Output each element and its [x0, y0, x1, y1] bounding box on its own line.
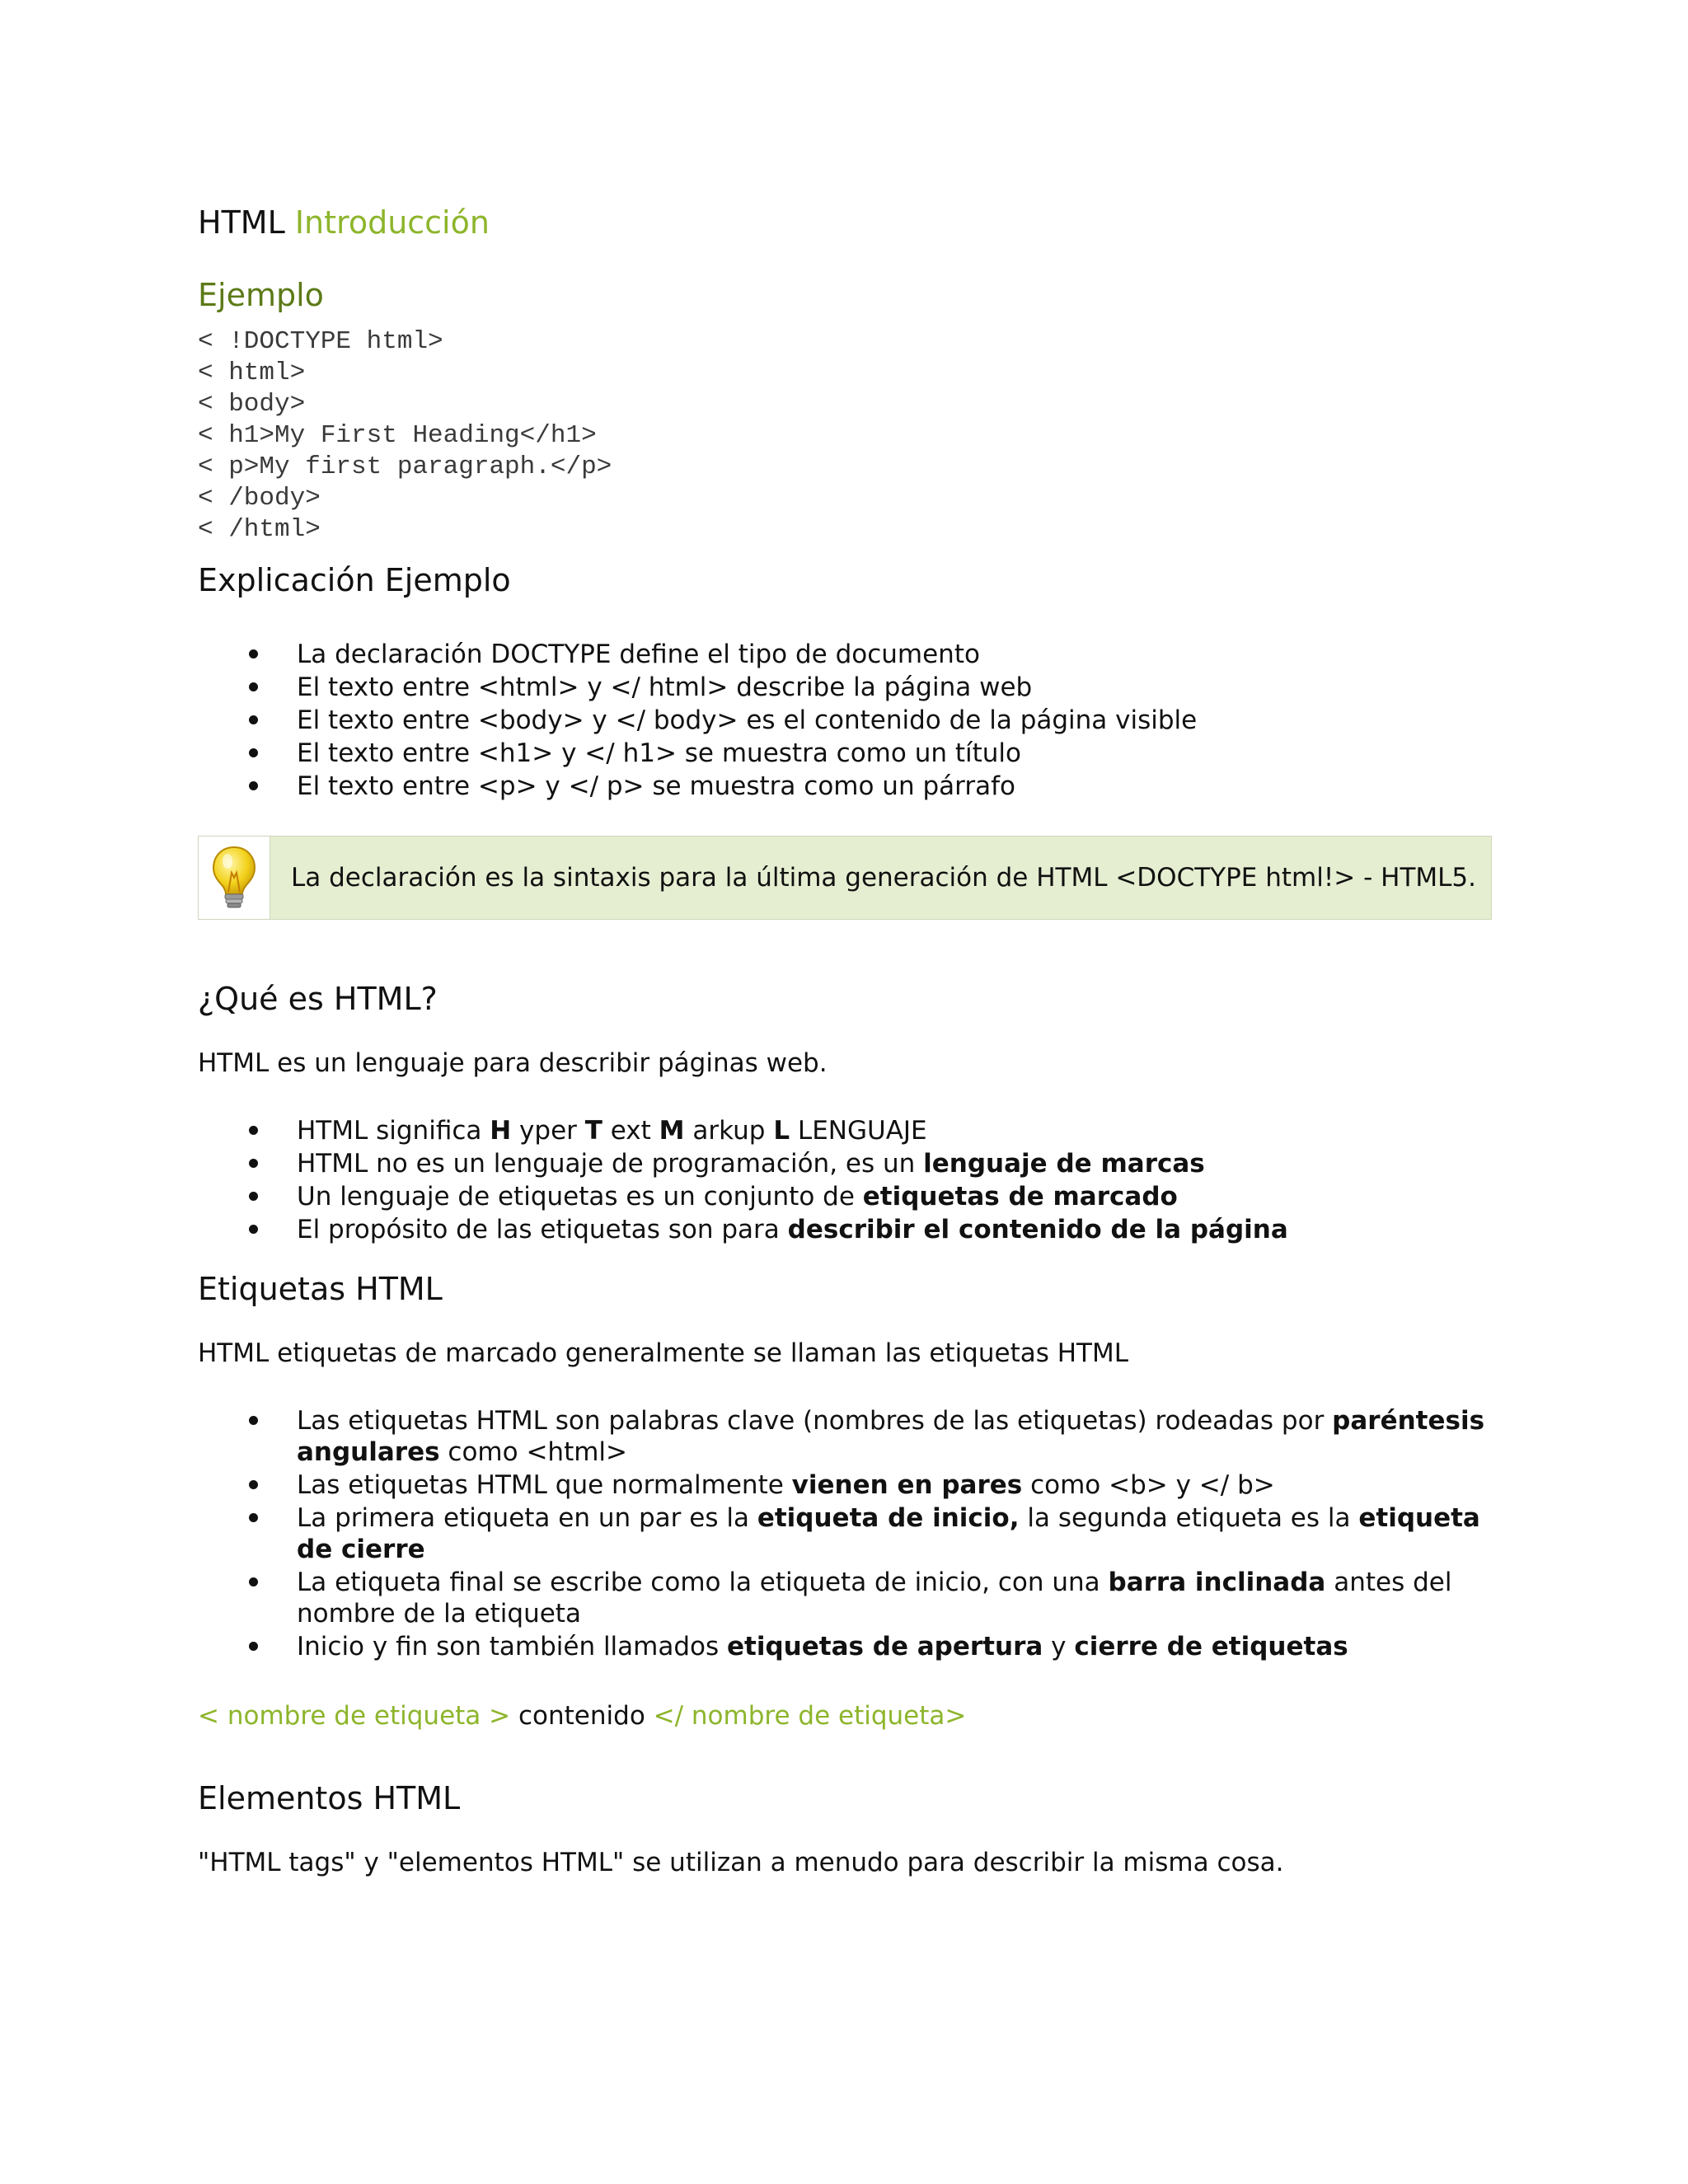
tag-syntax-open: < nombre de etiqueta > [198, 1701, 511, 1731]
tags-heading: Etiquetas HTML [198, 1271, 443, 1307]
tip-note [198, 836, 1492, 920]
list-item: El texto entre <h1> y </ h1> se muestra como un título [297, 737, 1492, 770]
document-content [198, 198, 1492, 1879]
tag-syntax-example [198, 1699, 1492, 1732]
explanation-list [198, 638, 1492, 803]
tip-text: La declaración es la sintaxis para la última generación de HTML <DOCTYPE html!> - HTML5. [291, 863, 1476, 893]
bullet-icon [249, 1480, 258, 1489]
what-is-list [198, 1114, 1492, 1246]
code-line: < !DOCTYPE html> [198, 327, 443, 356]
bullet-icon [249, 781, 258, 790]
lightbulb-icon [210, 845, 258, 911]
elements-heading: Elementos HTML [198, 1780, 461, 1816]
bullet-icon [249, 1642, 258, 1651]
code-line: < body> [198, 390, 306, 419]
bullet-icon [249, 1126, 258, 1135]
list-item: Inicio y fin son también llamados etiquetas de apertura y cierre de etiquetas [297, 1630, 1492, 1663]
list-item: El texto entre <body> y </ body> es el contenido de la página visible [297, 704, 1492, 737]
code-line: < /html> [198, 515, 321, 544]
page-title [198, 198, 1492, 247]
list-item: Las etiquetas HTML que normalmente vienen en pares como <b> y </ b> [297, 1469, 1492, 1502]
code-line: < /body> [198, 484, 321, 513]
list-item: Las etiquetas HTML son palabras clave (nombres de las etiquetas) rodeadas por paréntesis angulares como <html> [297, 1404, 1492, 1469]
tag-syntax-content: contenido [510, 1701, 654, 1731]
bullet-icon [249, 748, 258, 757]
list-item: La etiqueta final se escribe como la etiqueta de inicio, con una barra inclinada antes del nombre de la etiqueta [297, 1566, 1492, 1630]
bullet-icon [249, 1513, 258, 1522]
bullet-icon [249, 1159, 258, 1168]
list-item: El propósito de las etiquetas son para describir el contenido de la página [297, 1213, 1492, 1246]
explanation-heading: Explicación Ejemplo [198, 562, 511, 598]
list-item: El texto entre <p> y </ p> se muestra como un párrafo [297, 770, 1492, 803]
bullet-icon [249, 715, 258, 724]
code-line: < h1>My First Heading</h1> [198, 421, 597, 450]
bullet-icon [249, 1225, 258, 1234]
bullet-icon [249, 1416, 258, 1425]
bullet-icon [249, 649, 258, 658]
tags-intro: HTML etiquetas de marcado generalmente se llaman las etiquetas HTML [198, 1338, 1129, 1368]
example-heading: Ejemplo [198, 277, 324, 313]
bullet-icon [249, 682, 258, 691]
code-block [198, 326, 1492, 546]
list-item: El texto entre <html> y </ html> describe la página web [297, 671, 1492, 704]
tag-syntax-close: </ nombre de etiqueta> [653, 1701, 967, 1731]
bullet-icon [249, 1192, 258, 1201]
title-main: HTML [198, 204, 285, 241]
what-is-heading: ¿Qué es HTML? [198, 981, 438, 1017]
list-item: La primera etiqueta en un par es la etiqueta de inicio, la segunda etiqueta es la etiqueta de cierre [297, 1502, 1492, 1566]
what-is-intro: HTML es un lenguaje para describir páginas web. [198, 1048, 828, 1078]
list-item: La declaración DOCTYPE define el tipo de documento [297, 638, 1492, 671]
code-line: < p>My first paragraph.</p> [198, 452, 612, 481]
elements-intro: "HTML tags" y "elementos HTML" se utilizan a menudo para describir la misma cosa. [198, 1848, 1284, 1877]
list-item: HTML significa H yper T ext M arkup L LENGUAJE [297, 1114, 1492, 1147]
bullet-icon [249, 1577, 258, 1586]
list-item: Un lenguaje de etiquetas es un conjunto de etiquetas de marcado [297, 1180, 1492, 1213]
code-line: < html> [198, 359, 306, 387]
tags-list [198, 1404, 1492, 1663]
tip-icon-cell [199, 837, 270, 919]
list-item: HTML no es un lenguaje de programación, es un lenguaje de marcas [297, 1147, 1492, 1180]
title-accent: Introducción [294, 204, 490, 241]
